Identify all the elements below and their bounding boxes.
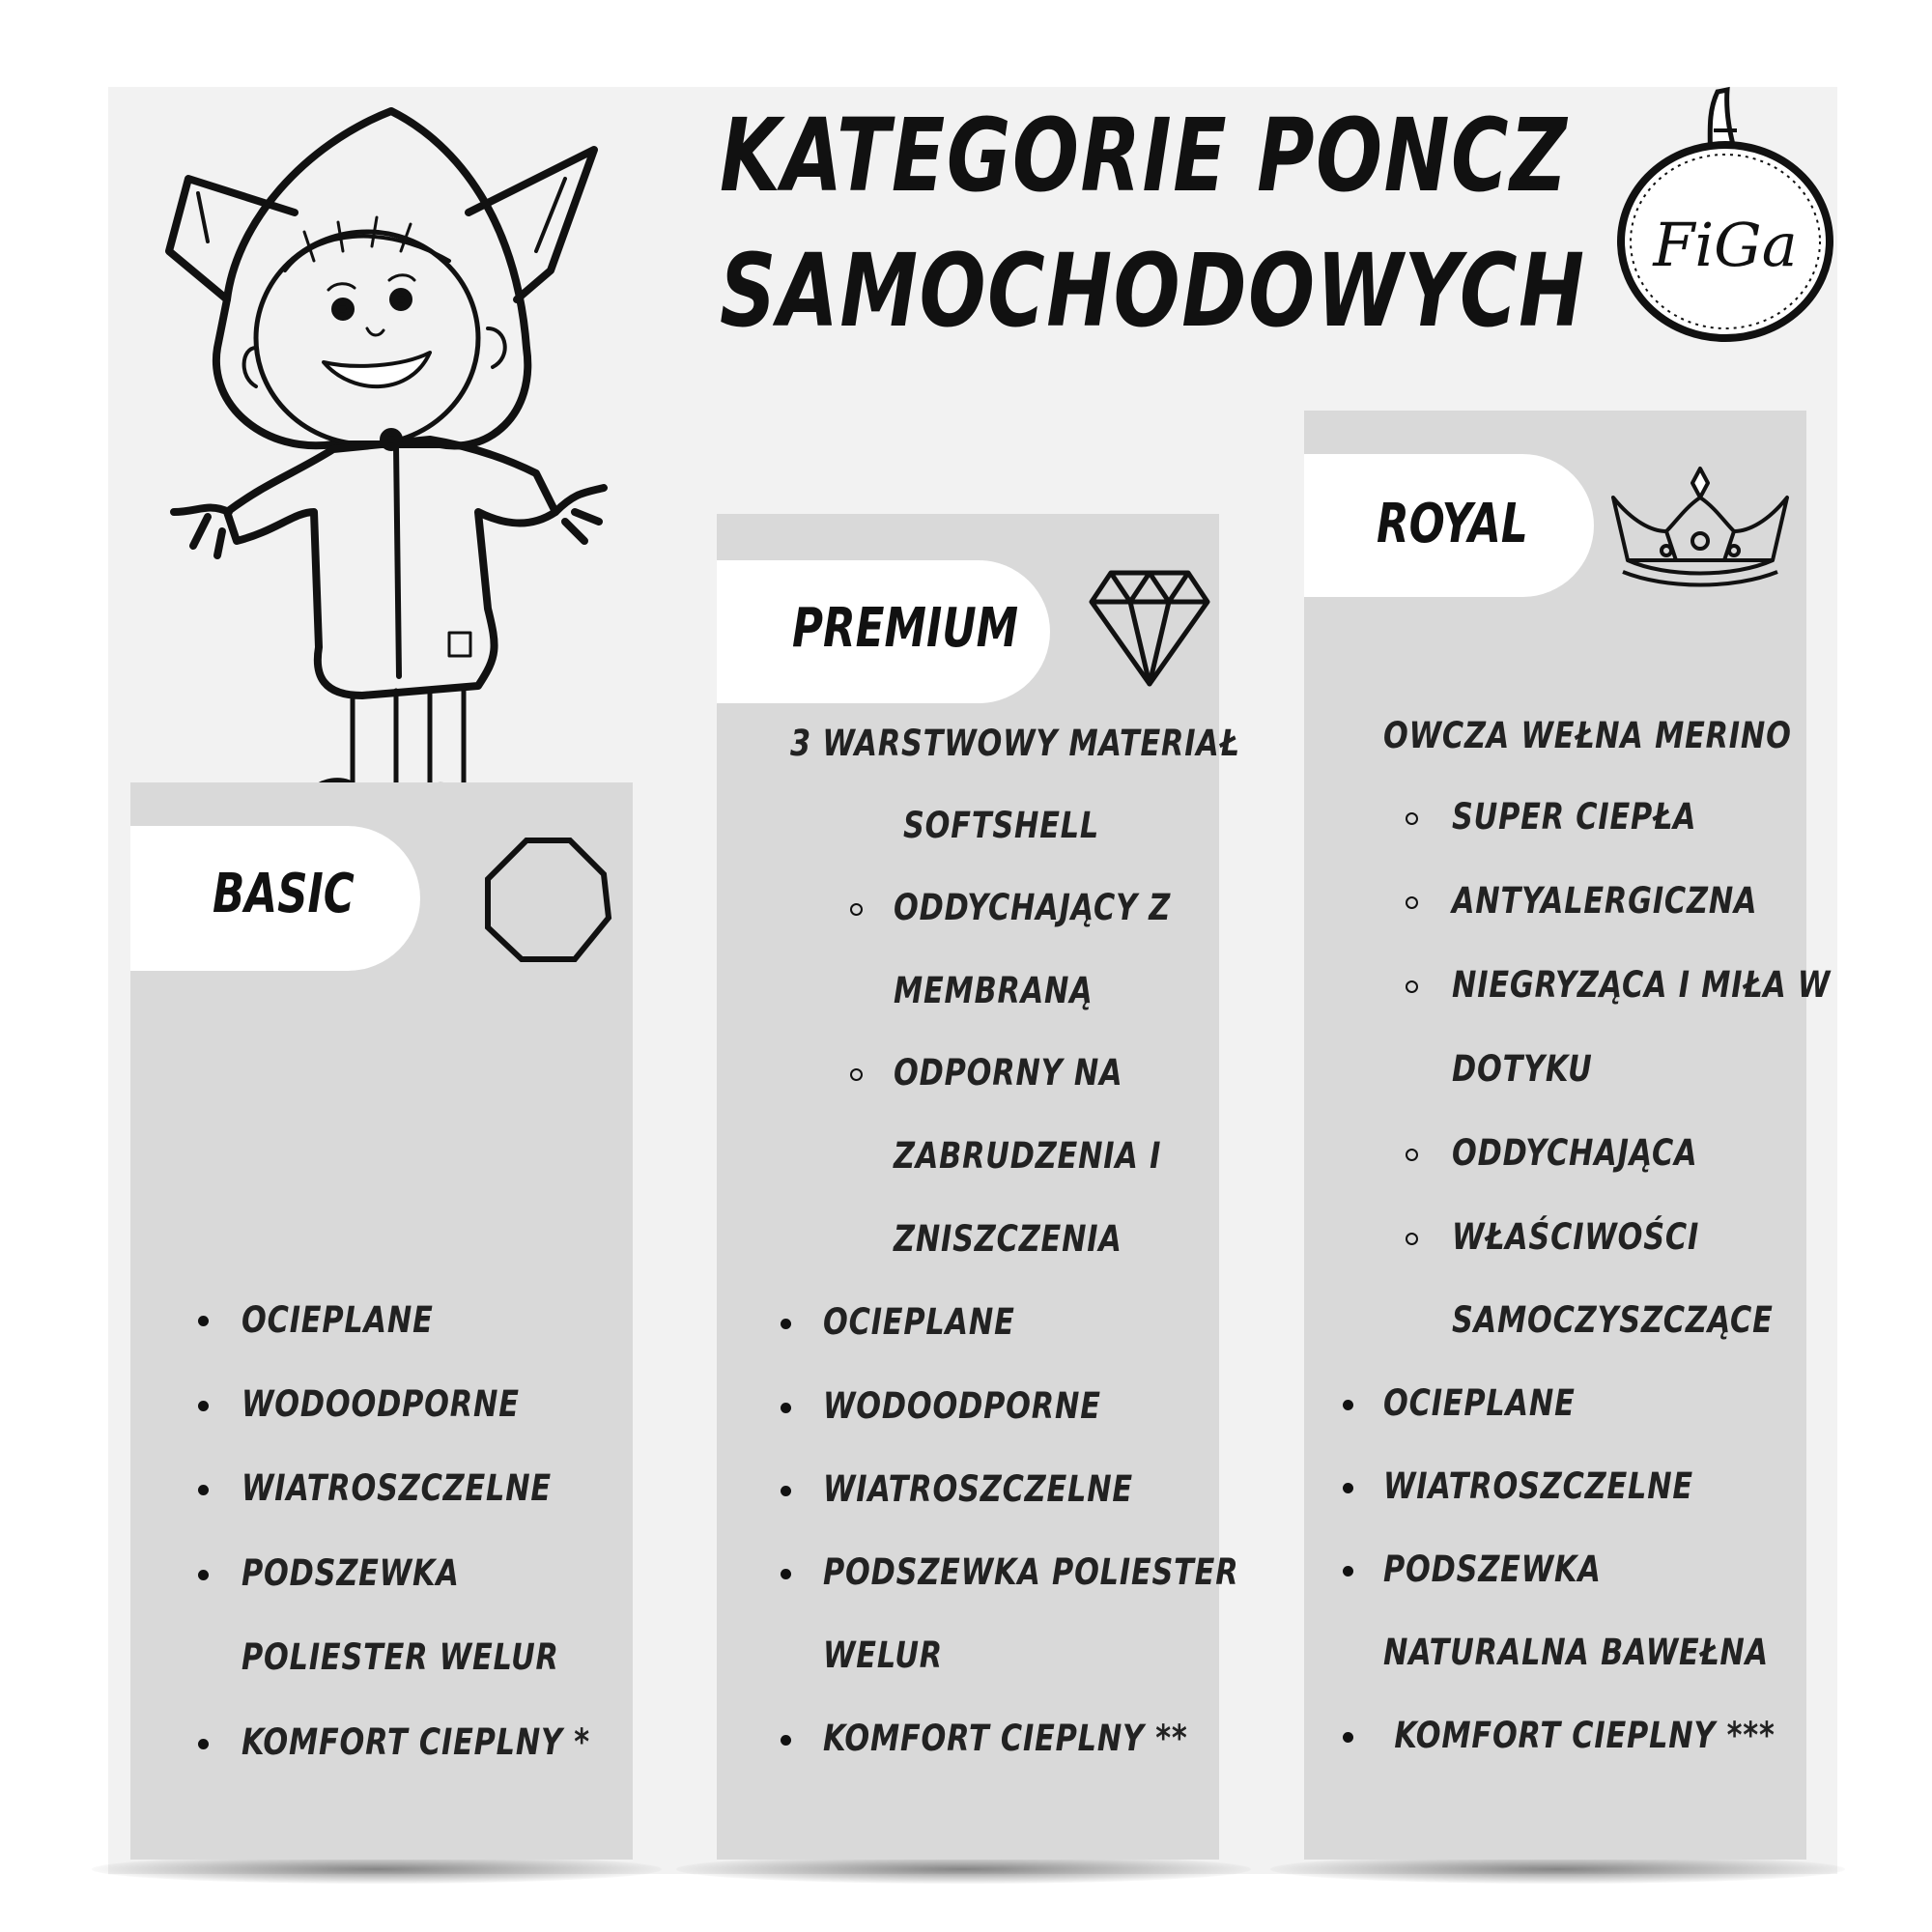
royal-feature-3-cont: NATURALNA BAWEŁNA [1383,1632,1769,1673]
basic-bullet-2 [198,1401,209,1411]
basic-feature-3: WIATROSZCZELNE [242,1467,552,1509]
royal-feature-2: WIATROSZCZELNE [1383,1465,1693,1507]
premium-bullet-2 [781,1403,791,1413]
royal-sub-bullet-5 [1406,1233,1418,1245]
royal-sub-feature-2: ANTYALERGICZNA [1452,880,1758,922]
royal-bullet-1 [1343,1400,1353,1410]
royal-sub-feature-4: ODDYCHAJĄCA [1452,1132,1698,1174]
premium-bullet-1 [781,1319,791,1329]
premium-material-2: SOFTSHELL [903,805,1100,846]
premium-panel [717,514,1219,1860]
royal-label: ROYAL [1377,493,1528,555]
royal-bullet-2 [1343,1483,1353,1493]
basic-feature-4: PODSZEWKA [242,1552,460,1594]
royal-feature-1: OCIEPLANE [1383,1382,1576,1424]
premium-sub-feature-1-cont: MEMBRANĄ [894,970,1094,1011]
basic-feature-2: WODOODPORNE [242,1383,520,1425]
premium-sub-bullet-2 [850,1068,863,1081]
royal-feature-4: KOMFORT CIEPLNY *** [1383,1715,1776,1756]
premium-feature-5: KOMFORT CIEPLNY ** [823,1718,1188,1759]
royal-sub-feature-5-cont: SAMOCZYSZCZĄCE [1452,1299,1774,1341]
logo-text: FiGa [1653,210,1798,280]
royal-sub-bullet-4 [1406,1149,1418,1161]
royal-feature-3: PODSZEWKA [1383,1548,1602,1590]
royal-sub-feature-3: NIEGRYZĄCA I MIŁA W [1452,964,1832,1006]
royal-bullet-3 [1343,1566,1353,1577]
basic-bullet-1 [198,1316,209,1326]
premium-sub-feature-2-cont: ZABRUDZENIA I [894,1135,1162,1177]
premium-material-1: 3 WARSTWOWY MATERIAŁ [790,723,1240,764]
basic-bullet-5 [198,1739,209,1749]
premium-feature-3: WIATROSZCZELNE [823,1468,1133,1510]
premium-feature-2: WODOODPORNE [823,1385,1101,1427]
basic-feature-4-cont: POLIESTER WELUR [242,1636,559,1678]
premium-feature-1: OCIEPLANE [823,1301,1015,1343]
premium-bullet-4 [781,1569,791,1579]
octagon-icon [483,836,613,966]
premium-sub-feature-1: ODDYCHAJĄCY Z [894,887,1172,928]
page-title-line-1: KATEGORIE PONCZ [720,97,1569,214]
premium-sub-feature-2-cont2: ZNISZCZENIA [894,1218,1122,1260]
premium-feature-4-cont: WELUR [823,1634,943,1676]
royal-sub-bullet-1 [1406,812,1418,825]
premium-bullet-5 [781,1735,791,1746]
figa-logo [1613,82,1845,343]
premium-feature-4: PODSZEWKA POLIESTER [823,1551,1239,1593]
basic-label: BASIC [213,863,355,925]
royal-sub-feature-5: WŁAŚCIWOŚCI [1452,1216,1700,1258]
royal-sub-feature-3-cont: DOTYKU [1452,1048,1593,1090]
premium-sub-bullet-1 [850,903,863,916]
premium-sub-feature-2: ODPORNY NA [894,1052,1123,1094]
page-title-line-2: SAMOCHODOWYCH [720,232,1586,350]
basic-bullet-4 [198,1570,209,1580]
basic-feature-5: KOMFORT CIEPLNY * [242,1721,590,1763]
diamond-icon [1087,568,1212,689]
basic-feature-1: OCIEPLANE [242,1299,434,1341]
royal-sub-feature-1: SUPER CIEPŁA [1452,796,1697,838]
royal-material-1: OWCZA WEŁNA MERINO [1383,715,1792,756]
premium-label: PREMIUM [792,597,1019,660]
basic-bullet-3 [198,1485,209,1495]
royal-bullet-4 [1343,1732,1353,1743]
crown-icon [1608,464,1792,589]
premium-bullet-3 [781,1486,791,1496]
character-illustration [169,106,604,782]
royal-sub-bullet-2 [1406,896,1418,909]
royal-sub-bullet-3 [1406,980,1418,993]
